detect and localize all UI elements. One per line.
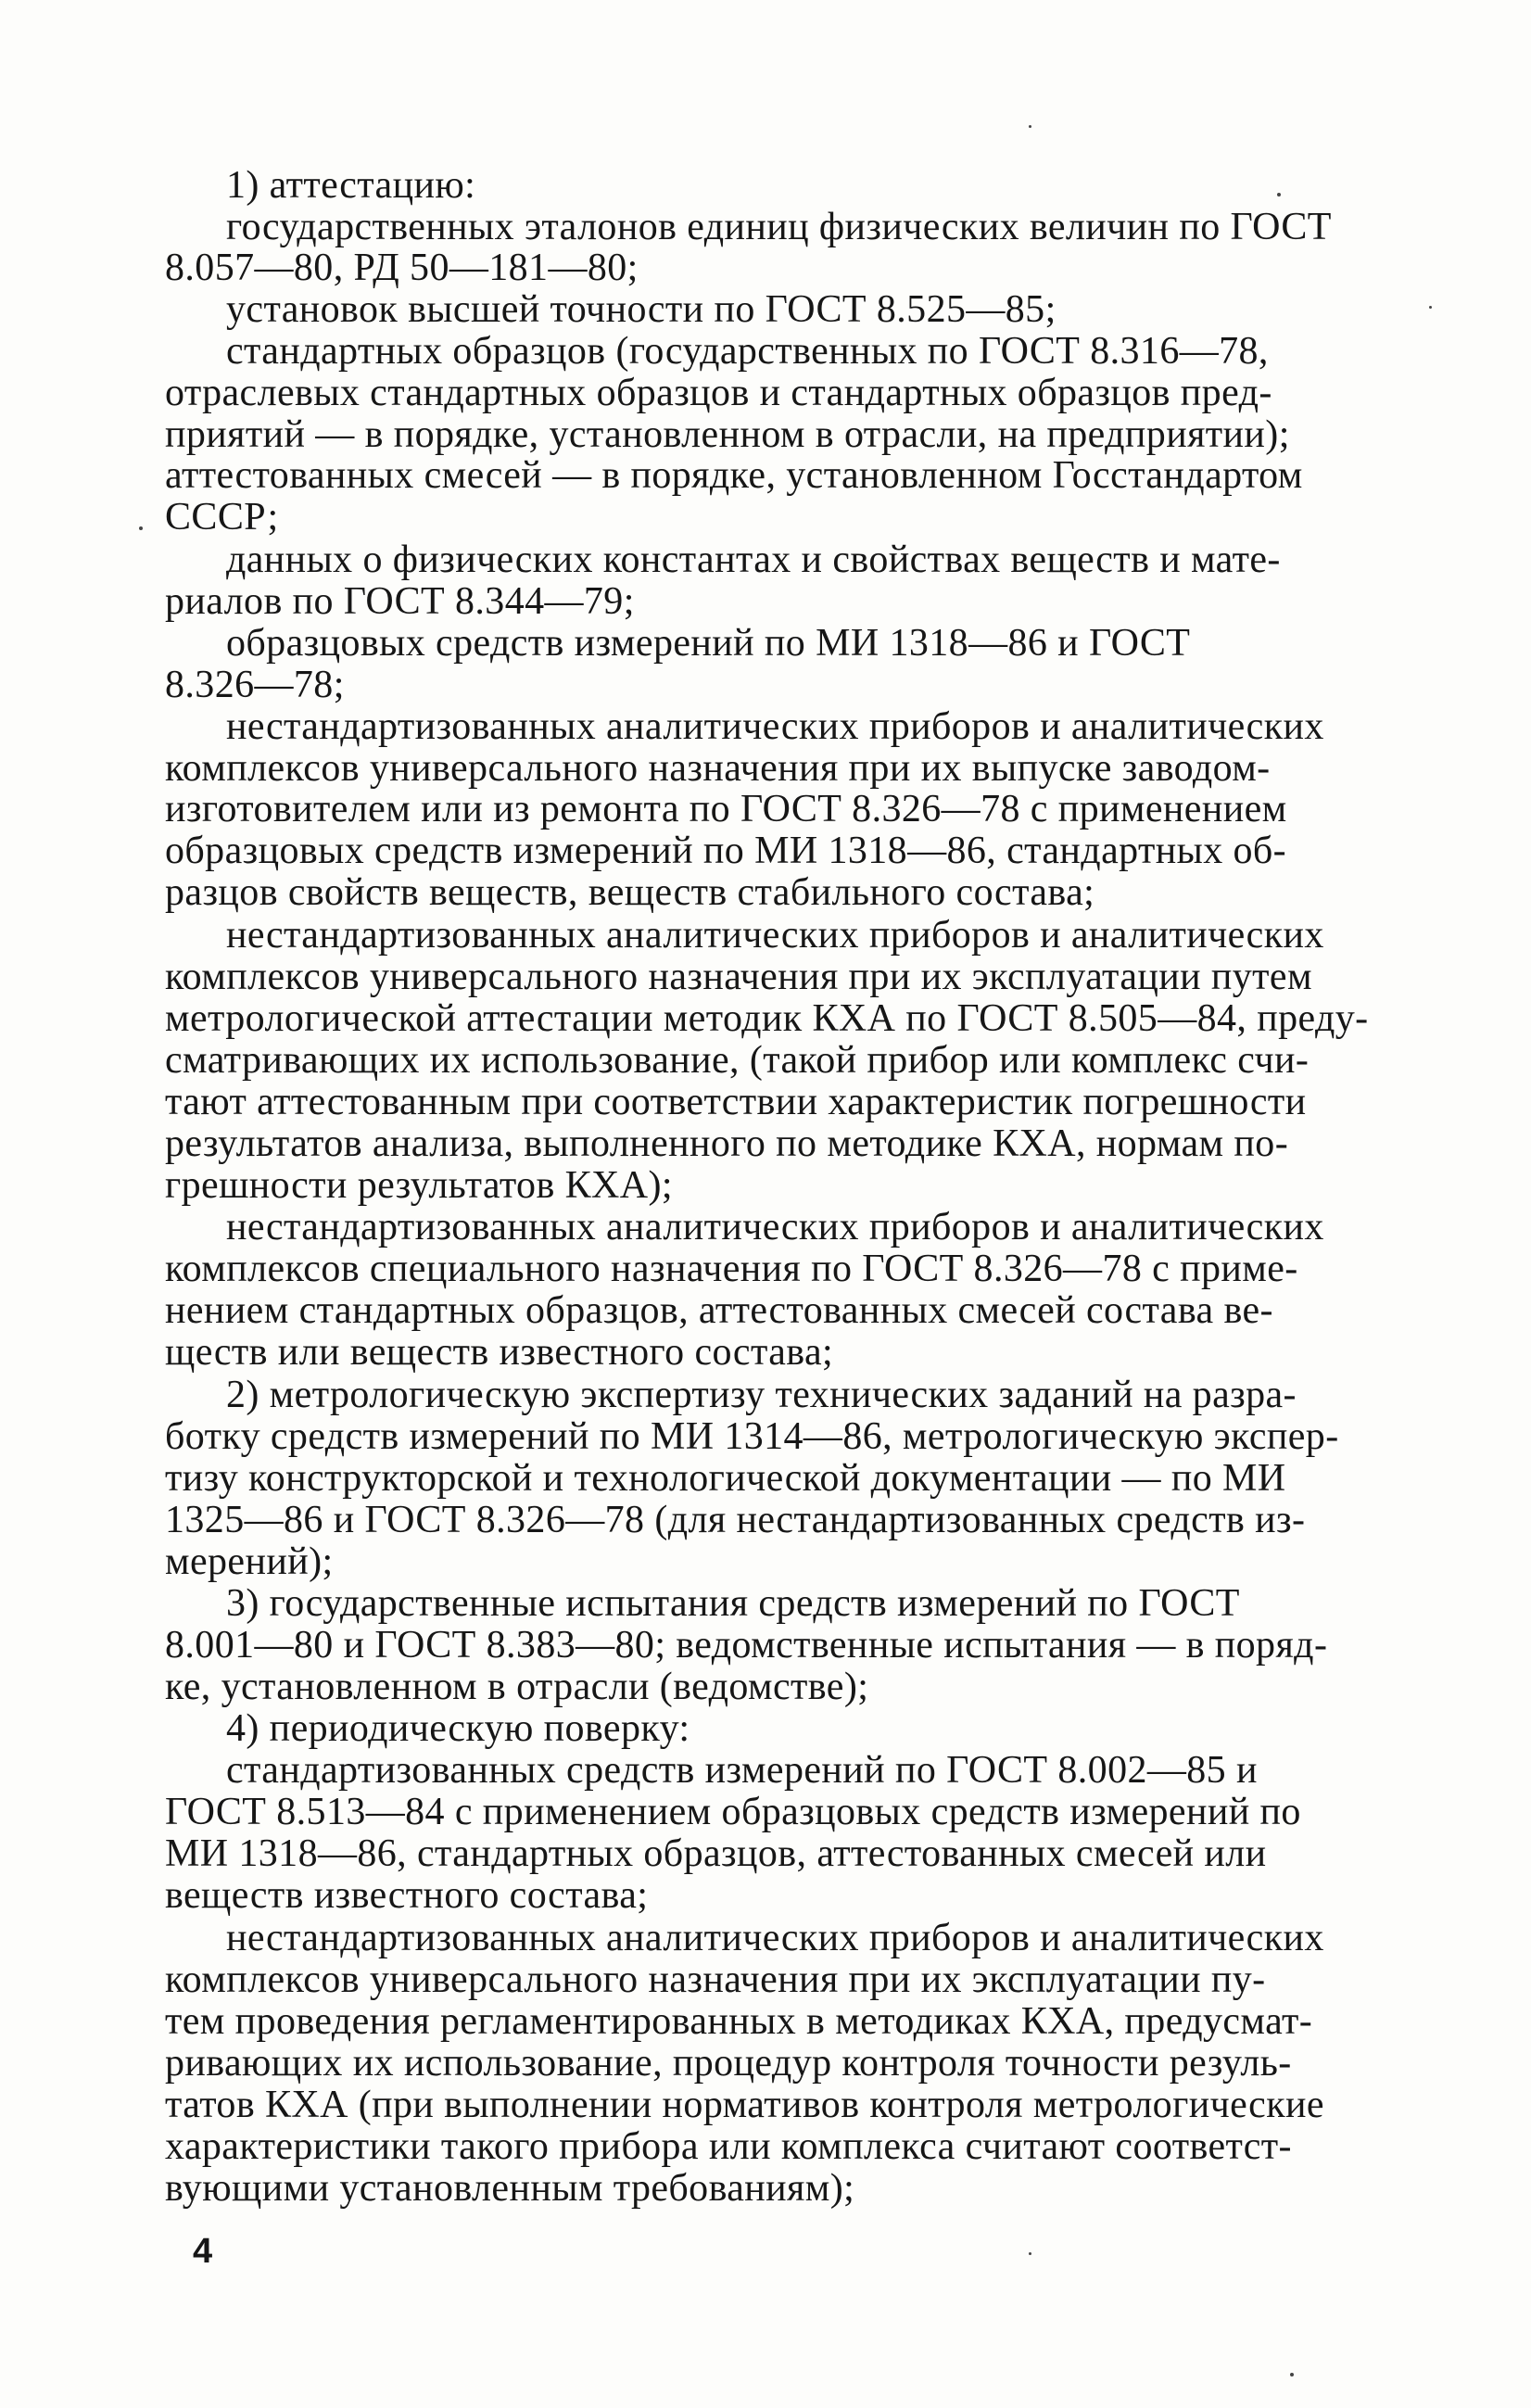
- text-line: отраслевых стандартных образцов и стандартных образцов пред-: [165, 372, 1272, 414]
- text-line: тают аттестованным при соответствии характеристик погрешности: [165, 1081, 1307, 1123]
- text-line: татов КХА (при выполнении нормативов контроля метрологические: [165, 2084, 1324, 2126]
- text-line: нестандартизованных аналитических приборов и аналитических: [226, 1206, 1324, 1248]
- scan-speck: [1290, 2373, 1294, 2376]
- scan-speck: [1277, 193, 1281, 196]
- text-line: 8.001—80 и ГОСТ 8.383—80; ведомственные испытания — в поряд-: [165, 1624, 1328, 1667]
- text-line: аттестованных смесей — в порядке, установленном Госстандартом: [165, 454, 1303, 497]
- text-line: характеристики такого прибора или комплекса считают соответст-: [165, 2125, 1292, 2168]
- text-line: вующими установленным требованиям);: [165, 2167, 855, 2210]
- text-line: 4) периодическую поверку:: [226, 1707, 690, 1750]
- text-line: комплексов специального назначения по ГОСТ 8.326—78 с приме-: [165, 1248, 1298, 1290]
- text-line: изготовителем или из ремонта по ГОСТ 8.326—78 с применением: [165, 788, 1287, 830]
- text-line: результатов анализа, выполненного по методике КХА, нормам по-: [165, 1122, 1289, 1165]
- text-line: грешности результатов КХА);: [165, 1164, 673, 1207]
- text-line: нестандартизованных аналитических приборов и аналитических: [226, 1917, 1324, 1959]
- text-line: метрологической аттестации методик КХА по ГОСТ 8.505—84, преду-: [165, 997, 1369, 1040]
- text-line: нестандартизованных аналитических приборов и аналитических: [226, 705, 1324, 748]
- text-line: мерений);: [165, 1540, 334, 1583]
- scan-speck: [139, 526, 143, 530]
- scan-speck: [1029, 125, 1031, 128]
- text-line: веществ известного состава;: [165, 1874, 649, 1917]
- text-line: ривающих их использование, процедур контроля точности резуль-: [165, 2042, 1292, 2085]
- text-line: 1) аттестацию:: [226, 164, 476, 207]
- text-line: нением стандартных образцов, аттестованных смесей состава ве-: [165, 1289, 1273, 1332]
- text-line: 1325—86 и ГОСТ 8.326—78 (для нестандартизованных средств из-: [165, 1499, 1306, 1541]
- text-line: ботку средств измерений по МИ 1314—86, метрологическую экспер-: [165, 1415, 1339, 1458]
- text-line: комплексов универсального назначения при их эксплуатации путем: [165, 956, 1312, 998]
- text-line: 8.326—78;: [165, 664, 345, 706]
- text-line: комплексов универсального назначения при их эксплуатации пу-: [165, 1958, 1266, 2001]
- text-line: ГОСТ 8.513—84 с применением образцовых средств измерений по: [165, 1791, 1301, 1833]
- text-line: ществ или веществ известного состава;: [165, 1331, 834, 1374]
- text-line: тем проведения регламентированных в методиках КХА, предусмат-: [165, 2000, 1313, 2043]
- scan-speck: [1429, 306, 1432, 309]
- text-line: образцовых средств измерений по МИ 1318—86 и ГОСТ: [226, 622, 1191, 665]
- text-line: государственных эталонов единиц физических величин по ГОСТ: [226, 206, 1332, 248]
- text-line: приятий — в порядке, установленном в отрасли, на предприятии);: [165, 413, 1290, 456]
- text-line: СССР;: [165, 496, 279, 539]
- scan-speck: [1029, 2252, 1031, 2255]
- text-line: 3) государственные испытания средств измерений по ГОСТ: [226, 1582, 1240, 1625]
- text-line: сматривающих их использование, (такой прибор или комплекс счи-: [165, 1039, 1310, 1082]
- page-number: 4: [193, 2232, 213, 2271]
- text-line: стандартизованных средств измерений по ГОСТ 8.002—85 и: [226, 1749, 1258, 1792]
- text-line: разцов свойств веществ, веществ стабильного состава;: [165, 871, 1095, 914]
- text-line: риалов по ГОСТ 8.344—79;: [165, 580, 635, 623]
- text-line: 8.057—80, РД 50—181—80;: [165, 247, 639, 289]
- text-line: стандартных образцов (государственных по ГОСТ 8.316—78,: [226, 330, 1269, 373]
- text-line: данных о физических константах и свойствах веществ и мате-: [226, 539, 1281, 581]
- text-line: тизу конструкторской и технологической документации — по МИ: [165, 1457, 1286, 1500]
- text-line: комплексов универсального назначения при их выпуске заводом-: [165, 747, 1271, 790]
- text-line: установок высшей точности по ГОСТ 8.525—85;: [226, 288, 1057, 331]
- text-line: 2) метрологическую экспертизу технических заданий на разра-: [226, 1374, 1297, 1416]
- text-line: нестандартизованных аналитических приборов и аналитических: [226, 914, 1324, 957]
- text-line: образцовых средств измерений по МИ 1318—86, стандартных об-: [165, 830, 1287, 872]
- text-line: МИ 1318—86, стандартных образцов, аттестованных смесей или: [165, 1832, 1267, 1875]
- text-line: ке, установленном в отрасли (ведомстве);: [165, 1666, 869, 1708]
